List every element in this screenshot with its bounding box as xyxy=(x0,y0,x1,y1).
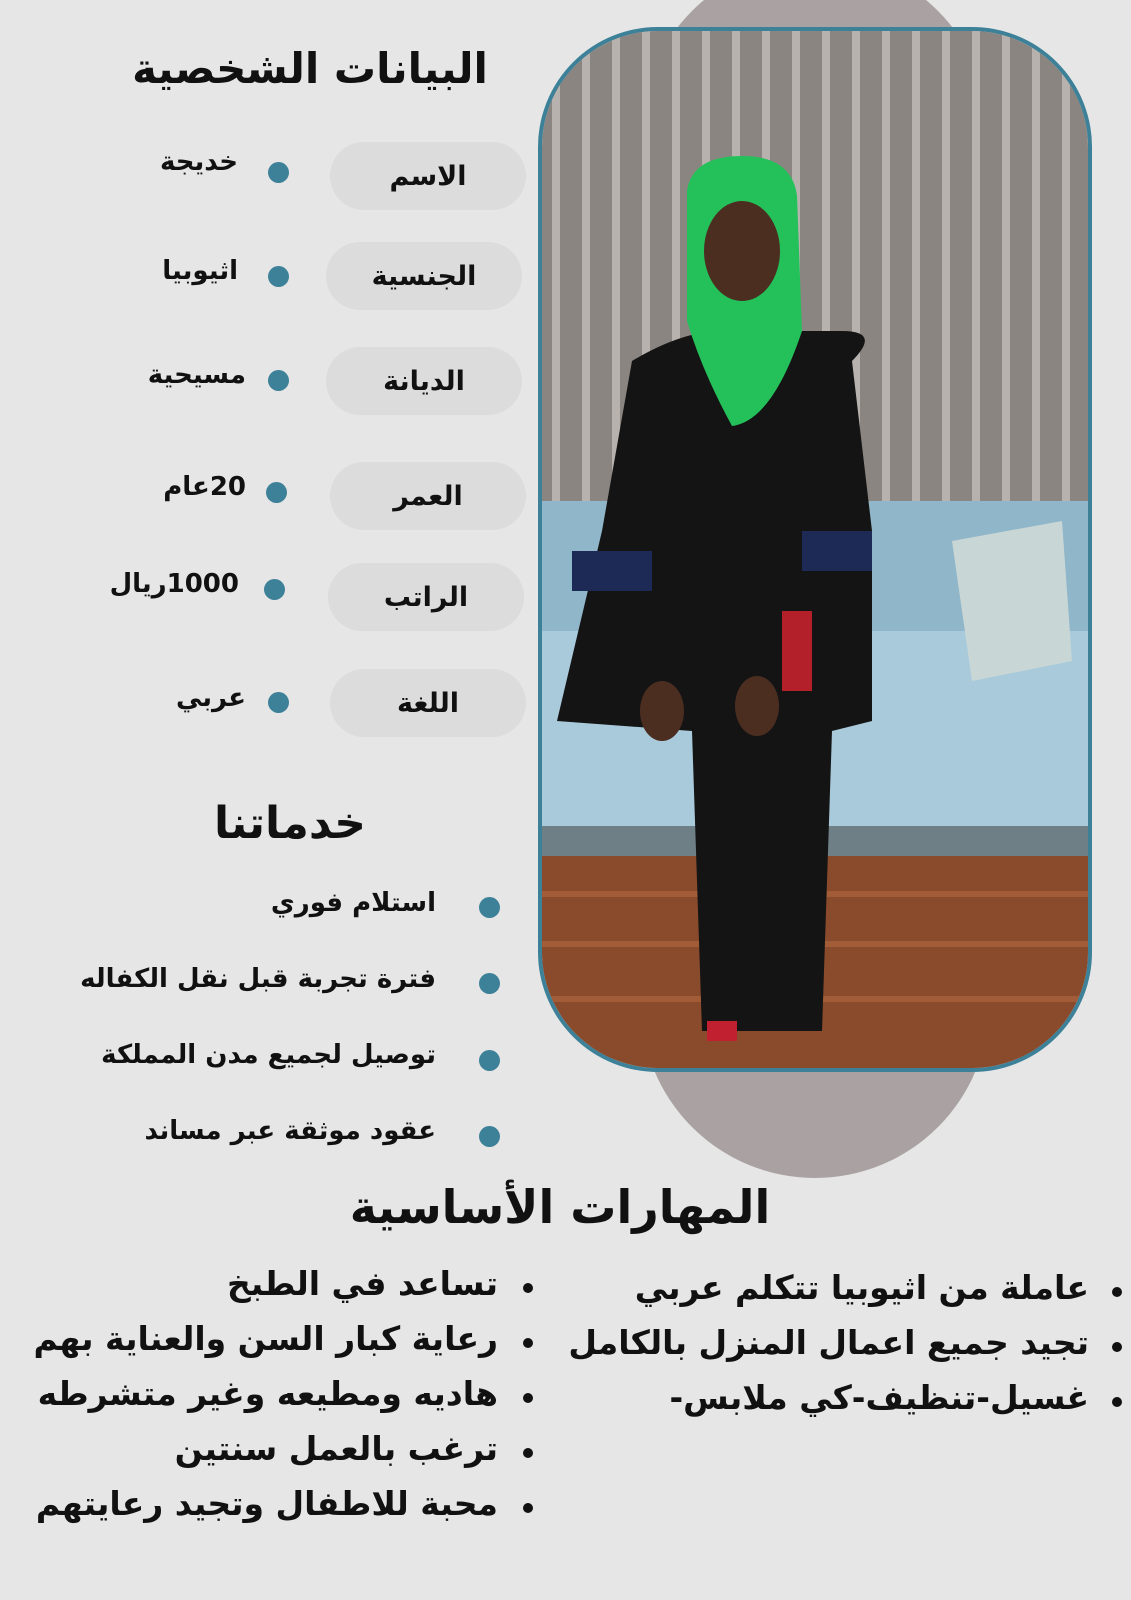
bullet-dot xyxy=(264,579,285,600)
label-age: العمر xyxy=(330,462,526,530)
bullet-dot xyxy=(268,162,289,183)
label-salary: الراتب xyxy=(328,563,524,631)
bullet-dot xyxy=(266,482,287,503)
skill-item: ترغب بالعمل سنتين xyxy=(174,1429,498,1468)
service-item: عقود موثقة عبر مساند xyxy=(144,1116,436,1146)
skill-item: عاملة من اثيوبيا تتكلم عربي xyxy=(634,1268,1089,1307)
value-language: عربي xyxy=(175,683,246,713)
value-age: 20عام xyxy=(163,472,246,502)
bullet-dot xyxy=(523,1393,533,1403)
skill-item: تجيد جميع اعمال المنزل بالكامل xyxy=(568,1323,1089,1362)
bullet-dot xyxy=(479,1050,500,1071)
value-name: خديجة xyxy=(159,147,238,177)
bullet-dot xyxy=(1112,1397,1122,1407)
services-title: خدماتنا xyxy=(214,798,366,849)
bullet-dot xyxy=(523,1283,533,1293)
skill-item: غسيل-تنظيف-كي ملابس- xyxy=(669,1378,1089,1417)
value-nationality: اثيوبيا xyxy=(162,256,238,286)
photo-illustration xyxy=(542,31,1088,1068)
bullet-dot xyxy=(479,973,500,994)
service-item: توصيل لجميع مدن المملكة xyxy=(101,1040,436,1070)
bullet-dot xyxy=(523,1503,533,1513)
personal-data-title: البيانات الشخصية xyxy=(132,44,488,93)
value-religion: مسيحية xyxy=(147,360,246,390)
bullet-dot xyxy=(268,692,289,713)
label-nationality: الجنسية xyxy=(326,242,522,310)
worker-photo xyxy=(538,27,1092,1072)
bullet-dot xyxy=(268,370,289,391)
skills-title: المهارات الأساسية xyxy=(349,1180,771,1234)
bullet-dot xyxy=(479,897,500,918)
bullet-dot xyxy=(523,1448,533,1458)
bullet-dot xyxy=(268,266,289,287)
bullet-dot xyxy=(1112,1342,1122,1352)
service-item: فترة تجربة قبل نقل الكفاله xyxy=(80,964,436,994)
skill-item: رعاية كبار السن والعناية بهم xyxy=(33,1319,498,1358)
bullet-dot xyxy=(479,1126,500,1147)
label-language: اللغة xyxy=(330,669,526,737)
skill-item: محبة للاطفال وتجيد رعايتهم xyxy=(35,1484,498,1523)
bullet-dot xyxy=(523,1338,533,1348)
skill-item: هاديه ومطيعه وغير متشرطه xyxy=(37,1374,498,1413)
service-item: استلام فوري xyxy=(270,888,436,918)
value-salary: 1000ريال xyxy=(109,569,239,599)
bullet-dot xyxy=(1112,1287,1122,1297)
label-name: الاسم xyxy=(330,142,526,210)
label-religion: الديانة xyxy=(326,347,522,415)
skill-item: تساعد في الطبخ xyxy=(226,1264,498,1303)
